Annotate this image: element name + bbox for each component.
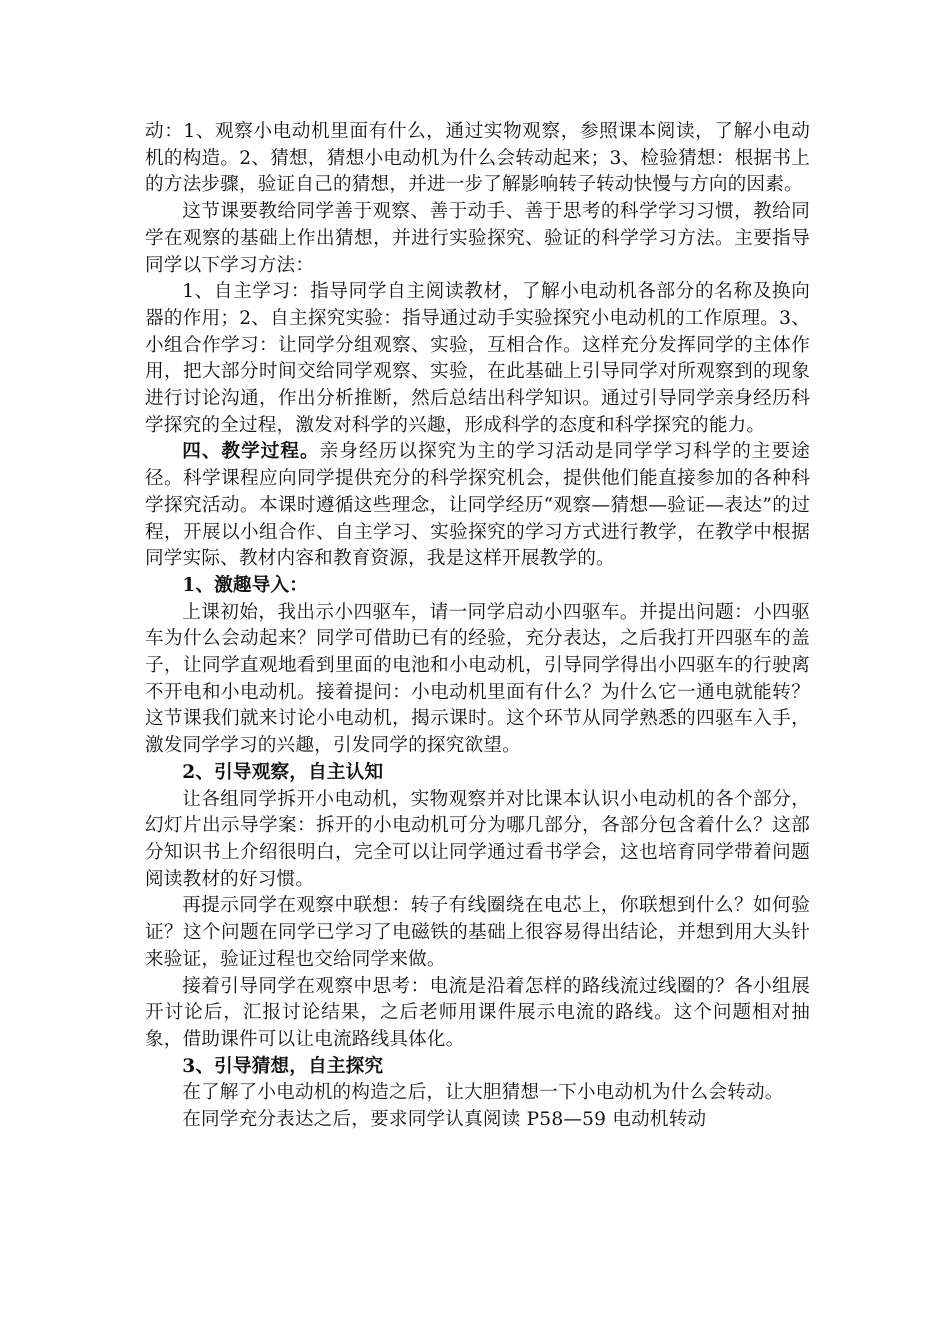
paragraph-learning-habits: 这节课要教给同学善于观察、善于动手、善于思考的科学学习习惯，教给同学在观察的基础上作出猜想，并进行实验探究、验证的科学学习方法。主要指导同学以下学习方法： [145,201,810,276]
paragraph-learning-methods: 1、自主学习：指导同学自主阅读教材，了解小电动机各部分的名称及换向器的作用；2、自主探究实验：指导通过动手实验探究小电动机的工作原理。3、小组合作学习：让同学分组观察、实验，互相合作。这样充分发挥同学的主体作用，把大部分时间交给同学观察、实验，在此基础上引导同学对所观察到的现象进行讨论沟通，作出分析推断，然后总结出科学知识。通过引导同学亲身经历科学探究的全过程，激发对科学的兴趣，形成科学的态度和科学探究的能力。 [145,281,810,436]
paragraph-learning-steps: 动：1、观察小电动机里面有什么，通过实物观察，参照课本阅读，了解小电动机的构造。2、猜想，猜想小电动机为什么会转动起来；3、检验猜想：根据书上的方法步骤，验证自己的猜想，并进一步了解影响转子转动快慢与方向的因素。 [145,121,810,196]
subheading-hypothesis: 3、引导猜想，自主探究 [182,1055,384,1077]
paragraph-introduction: 上课初始，我出示小四驱车，请一同学启动小四驱车。并提出问题：小四驱车为什么会动起来？同学可借助已有的经验，充分表达，之后我打开四驱车的盖子，让同学直观地看到里面的电池和小电动机，引导同学得出小四驱车的行驶离不开电和小电动机。接着提问：小电动机里面有什么？为什么它一通电就能转？这节课我们就来讨论小电动机，揭示课时。这个环节从同学熟悉的四驱车入手，激发同学学习的兴趣，引发同学的探究欲望。 [145,601,810,757]
paragraph-hypothesis-1: 在了解了小电动机的构造之后，让大胆猜想一下小电动机为什么会转动。 [182,1082,784,1104]
paragraph-teaching-process-body: 亲身经历以探究为主的学习活动是同学学习科学的主要途径。科学课程应向同学提供充分的科学探究机会，提供他们能直接参加的各种科学探究活动。本课时遵循这些理念，让同学经历“观察—猜想—验证—表达”的过程，开展以小组合作、自主学习、实验探究的学习方式进行教学，在教学中根据同学实际、教材内容和教育资源，我是这样开展教学的。 [145,441,810,570]
section-heading-teaching-process: 四、教学过程。 [182,441,320,463]
subheading-observation: 2、引导观察，自主认知 [182,761,384,783]
paragraph-observation-3: 接着引导同学在观察中思考：电流是沿着怎样的路线流过线圈的？各小组展开讨论后，汇报讨论结果，之后老师用课件展示电流的路线。这个问题相对抽象，借助课件可以让电流路线具体化。 [145,975,810,1050]
paragraph-teaching-process [145,439,810,573]
subheading-introduction: 1、激趣导入： [182,574,309,596]
paragraph-hypothesis-2: 在同学充分表达之后，要求同学认真阅读 P58—59 电动机转动 [182,1109,707,1131]
document-body [145,119,810,1134]
paragraph-observation-2: 再提示同学在观察中联想：转子有线圈绕在电芯上，你联想到什么？如何验证？这个问题在同学已学习了电磁铁的基础上很容易得出结论，并想到用大头针来验证，验证过程也交给同学来做。 [145,895,810,970]
paragraph-observation-1: 让各组同学拆开小电动机，实物观察并对比课本认识小电动机的各个部分，幻灯片出示导学案：拆开的小电动机可分为哪几部分，各部分包含着什么？这部分知识书上介绍很明白，完全可以让同学通过看书学会，这也培育同学带着问题阅读教材的好习惯。 [145,788,810,890]
